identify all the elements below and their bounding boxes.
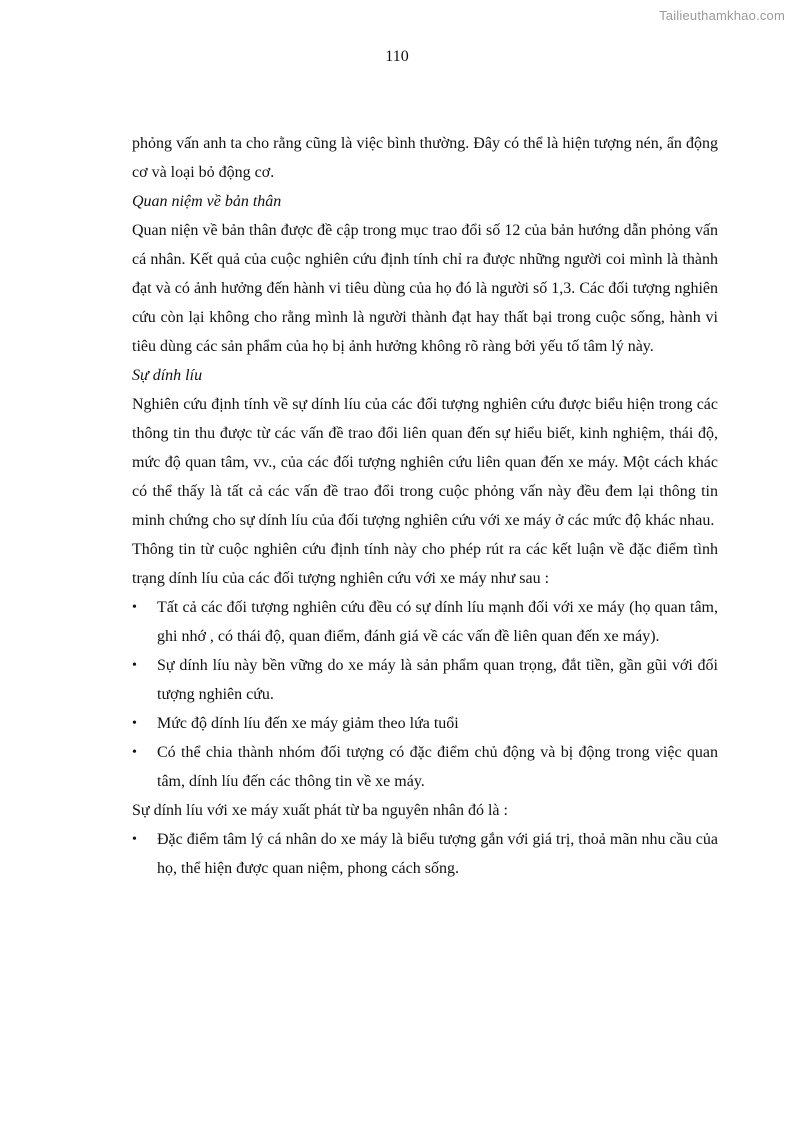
bullet-icon: • (132, 600, 137, 615)
bullet-icon: • (132, 658, 137, 673)
list-item (132, 738, 718, 796)
paragraph: Thông tin từ cuộc nghiên cứu định tính này cho phép rút ra các kết luận về đặc điểm tình trạng dính líu của các đối tượng nghiên cứu với xe máy như sau : (132, 541, 718, 587)
paragraph: Nghiên cứu định tính về sự dính líu của các đối tượng nghiên cứu được biểu hiện trong các thông tin thu được từ các vấn đề trao đổi liên quan đến sự hiểu biết, kinh nghiệm, thái độ, mức độ quan tâm, vv., của các đối tượng nghiên cứu liên quan đến xe máy. Một cách khác có thể thấy là tất cả các vấn đề trao đổi trong cuộc phỏng vấn này đều đem lại thông tin minh chứng cho sự dính líu của đối tượng nghiên cứu với xe máy ở các mức độ khác nhau. (132, 396, 718, 529)
page-number: 110 (385, 48, 409, 65)
bullet-icon: • (132, 745, 137, 760)
paragraph: phỏng vấn anh ta cho rằng cũng là việc bình thường. Đây có thể là hiện tượng nén, ẩn động cơ và loại bỏ động cơ. (132, 135, 718, 181)
bullet-list (132, 825, 718, 883)
list-item (132, 651, 718, 709)
list-item-text: Sự dính líu này bền vững do xe máy là sản phẩm quan trọng, đắt tiền, gần gũi với đối tượng nghiên cứu. (157, 657, 718, 703)
paragraph: Sự dính líu với xe máy xuất phát từ ba nguyên nhân đó là : (132, 802, 508, 819)
list-item-text: Đặc điểm tâm lý cá nhân do xe máy là biểu tượng gắn với giá trị, thoả mãn nhu cầu của họ, thể hiện được quan niệm, phong cách sống. (157, 831, 718, 877)
list-item (132, 825, 718, 883)
list-item-text: Mức độ dính líu đến xe máy giảm theo lứa tuổi (157, 715, 459, 732)
bullet-icon: • (132, 716, 137, 731)
list-item (132, 709, 718, 738)
bullet-list (132, 593, 718, 796)
list-item (132, 593, 718, 651)
section-heading: Quan niệm về bản thân (132, 193, 282, 210)
list-item-text: Tất cả các đối tượng nghiên cứu đều có sự dính líu mạnh đối với xe máy (họ quan tâm, ghi nhớ , có thái độ, quan điểm, đánh giá về các vấn đề liên quan đến xe máy). (157, 599, 718, 645)
section-heading: Sự dính líu (132, 367, 203, 384)
page-body (132, 129, 718, 883)
watermark: Tailieuthamkhao.com (659, 8, 785, 23)
bullet-icon: • (132, 832, 137, 847)
paragraph: Quan niện về bản thân được đề cập trong mục trao đổi số 12 của bản hướng dẫn phỏng vấn cá nhân. Kết quả của cuộc nghiên cứu định tính chỉ ra được những người coi mình là thành đạt và có ảnh hưởng đến hành vi tiêu dùng của họ đó là người số 1,3. Các đối tượng nghiên cứu còn lại không cho rằng mình là người thành đạt hay thất bại trong cuộc sống, hành vi tiêu dùng các sản phẩm của họ bị ảnh hưởng không rõ ràng bởi yếu tố tâm lý này. (132, 222, 718, 355)
list-item-text: Có thể chia thành nhóm đối tượng có đặc điểm chủ động và bị động trong việc quan tâm, dính líu đến các thông tin về xe máy. (157, 744, 718, 790)
